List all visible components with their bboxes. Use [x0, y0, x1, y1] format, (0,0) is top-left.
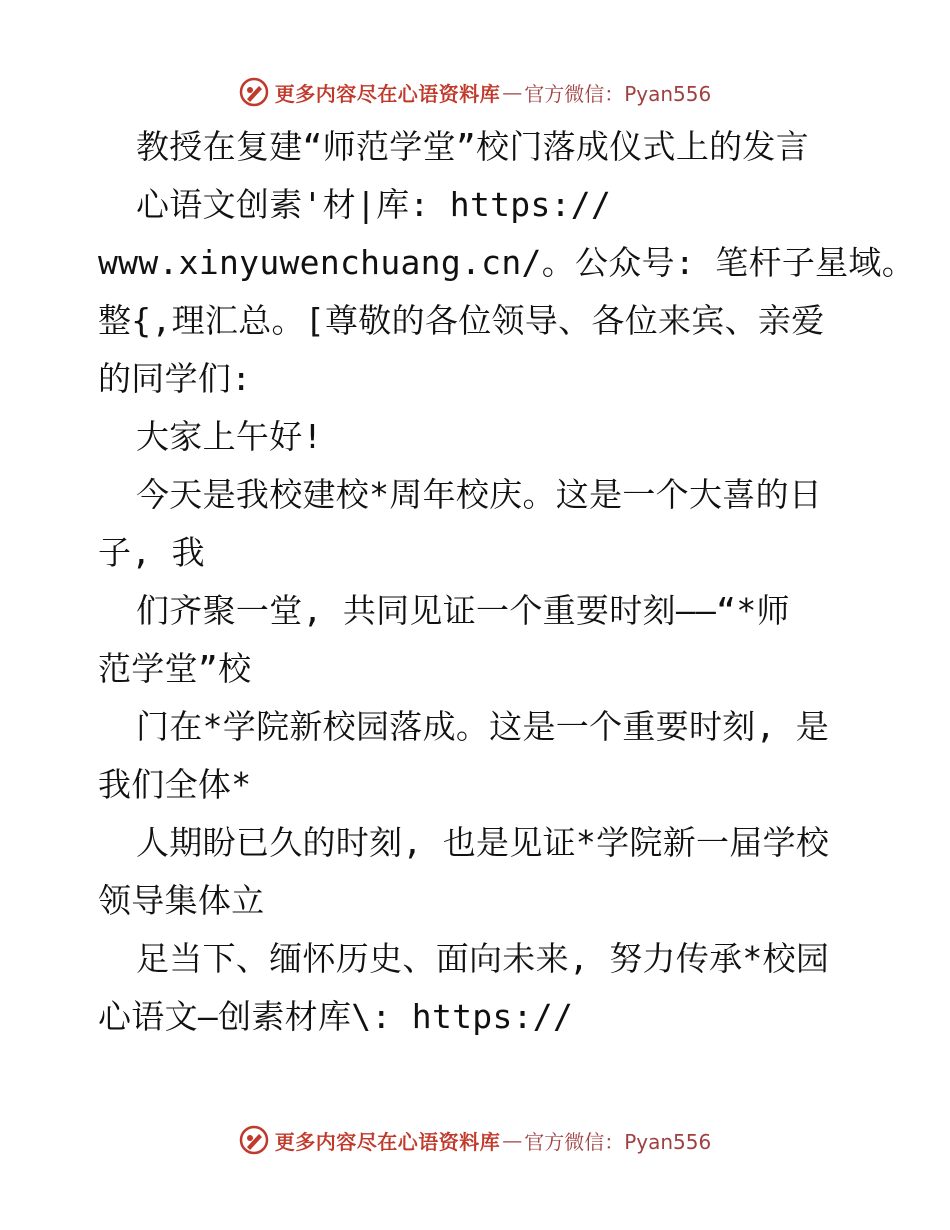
- text-line: 足当下、缅怀历史、面向未来, 努力传承*校园: [136, 939, 830, 978]
- banner-dash: —: [502, 80, 523, 104]
- text-line: 门在*学院新校园落成。这是一个重要时刻, 是: [136, 707, 830, 746]
- text-line: 范学堂”校: [98, 649, 252, 688]
- document-body: [98, 118, 916, 1046]
- text-line: 大家上午好!: [136, 417, 323, 456]
- text-line: 领导集体立: [98, 881, 265, 920]
- footer-banner: [0, 1120, 950, 1160]
- text-line: 今天是我校建校*周年校庆。这是一个大喜的日: [136, 475, 823, 514]
- banner-main-text: 更多内容尽在心语资料库: [274, 81, 501, 106]
- text-line: 整{,理汇总。[尊敬的各位领导、各位来宾、亲爱: [98, 301, 825, 340]
- pen-logo-icon: [239, 1125, 269, 1155]
- text-line: www.xinyuwenchuang.cn/。公众号: 笔杆子星域。: [98, 243, 916, 282]
- text-line: 人期盼已久的时刻, 也是见证*学院新一届学校: [136, 823, 830, 862]
- text-line: 我们全体*: [98, 765, 252, 804]
- text-line: 的同学们:: [98, 359, 252, 398]
- document-title: 教授在复建“师范学堂”校门落成仪式上的发言: [136, 127, 810, 166]
- text-line: 心语文—创素材库\: https://: [98, 997, 574, 1036]
- text-line: 子, 我: [98, 533, 205, 572]
- header-banner: [0, 72, 950, 112]
- text-line: 心语文创素'材|库: https://: [136, 185, 612, 224]
- banner-dash: —: [502, 1128, 523, 1152]
- banner-wechat-text: 官方微信：Pyan556: [524, 81, 712, 106]
- text-line: 们齐聚一堂, 共同见证一个重要时刻——“*师: [136, 591, 790, 630]
- banner-wechat-text: 官方微信：Pyan556: [524, 1129, 712, 1154]
- pen-logo-icon: [239, 77, 269, 107]
- banner-main-text: 更多内容尽在心语资料库: [274, 1129, 501, 1154]
